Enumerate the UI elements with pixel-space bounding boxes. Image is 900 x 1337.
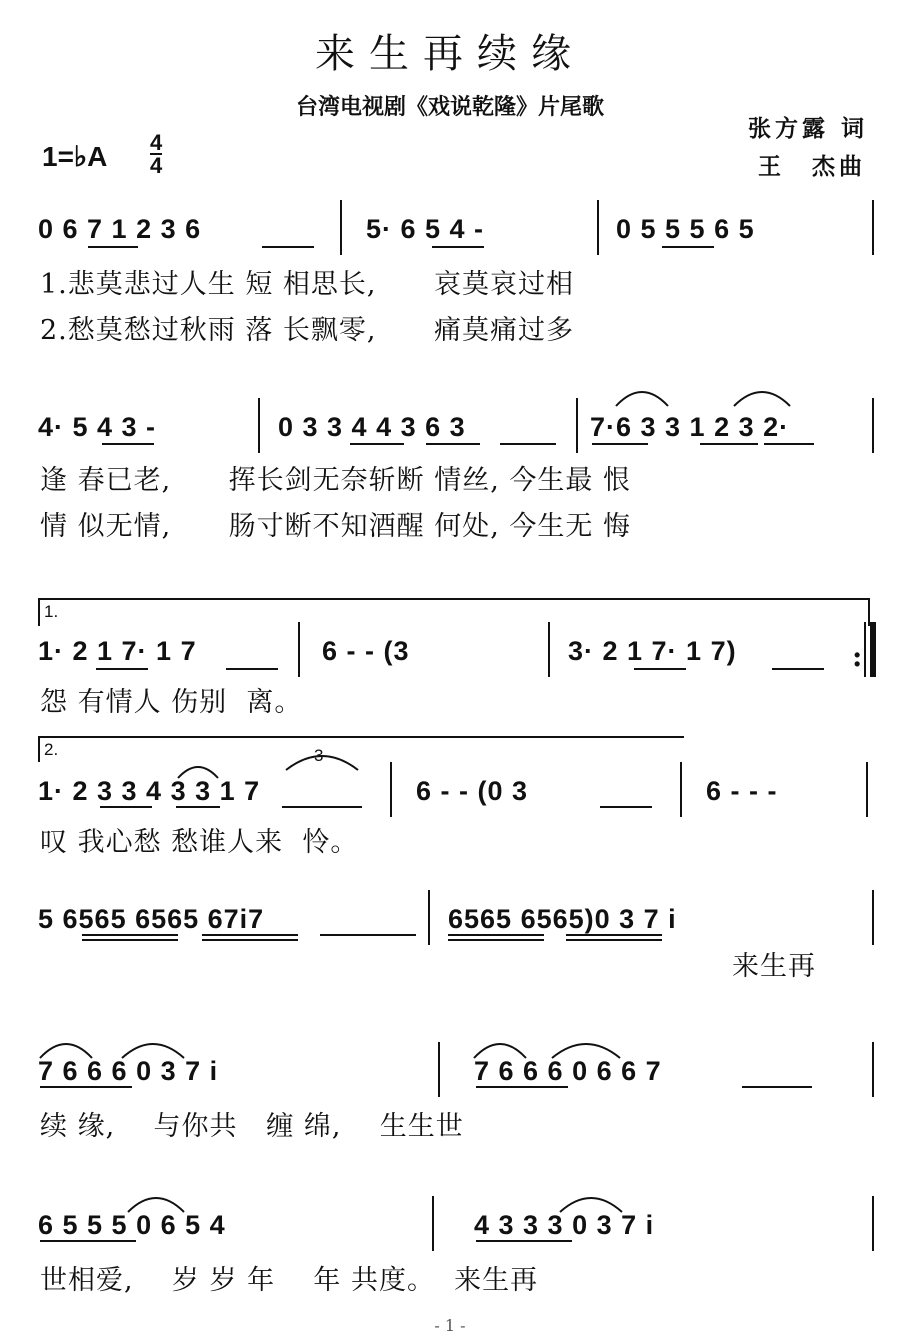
- barline: [864, 622, 866, 677]
- barline: [438, 1042, 440, 1097]
- underline-beam: [320, 934, 416, 936]
- s1-measure-3: 0 5 5 5 6 5: [616, 214, 755, 244]
- time-signature: [150, 132, 162, 176]
- s4-lyrics: 叹 我心愁 愁谁人来 怜。: [40, 827, 359, 858]
- barline: [872, 1196, 874, 1251]
- underline-beam: [100, 806, 152, 808]
- barline: [872, 890, 874, 945]
- key-signature: 1=♭A: [42, 141, 108, 172]
- underline-beam: [226, 668, 278, 670]
- s3-measure-1: 1· 2 1 7· 1 7: [38, 636, 197, 666]
- tie-arc: [730, 384, 794, 408]
- song-title: 来生再续缘: [315, 31, 585, 77]
- underline-beam: [448, 939, 544, 941]
- barline: [866, 762, 868, 817]
- underline-beam: [96, 668, 148, 670]
- barline: [872, 200, 874, 255]
- page-number: - 1 -: [434, 1316, 466, 1335]
- repeat-dots: :: [852, 640, 863, 673]
- underline-beam: [82, 934, 178, 936]
- barline: [680, 762, 682, 817]
- s7-lyrics: 世相爱, 岁 岁 年 年 共度。 来生再: [40, 1265, 539, 1296]
- s2-lyrics-verse-1: 逢 春已老, 挥长剑无奈斩断 情丝, 今生最 恨: [40, 465, 631, 496]
- s2-measure-2: 0 3 3 4 4 3 6 3: [278, 412, 466, 442]
- barline: [428, 890, 430, 945]
- underline-beam: [176, 806, 220, 808]
- s5-measure-2: 6565 6565)0 3 7 i: [448, 904, 677, 934]
- barline: [390, 762, 392, 817]
- barline: [597, 200, 599, 255]
- underline-beam: [566, 939, 662, 941]
- underline-beam: [448, 934, 544, 936]
- tie-arc: [612, 384, 672, 408]
- volta-label-2: 2.: [44, 740, 59, 759]
- underline-beam: [742, 1086, 812, 1088]
- barline: [432, 1196, 434, 1251]
- underline-beam: [262, 246, 314, 248]
- barline: [258, 398, 260, 453]
- meter-bottom: 4: [150, 153, 163, 178]
- underline-beam: [202, 934, 298, 936]
- underline-beam: [40, 1240, 136, 1242]
- underline-beam: [426, 443, 480, 445]
- underline-beam: [764, 443, 814, 445]
- s6-measure-2: 7 6 6 6 0 6 6 7: [474, 1056, 662, 1086]
- underline-beam: [202, 939, 298, 941]
- s4-measure-1: 1· 2 3 3 4 3 3 1 7: [38, 776, 261, 806]
- s1-lyrics-verse-1: 1.悲莫悲过人生 短 相思长, 哀莫哀过相: [40, 269, 575, 300]
- triplet-mark: 3: [314, 746, 324, 765]
- underline-beam: [432, 246, 484, 248]
- underline-beam: [566, 934, 662, 936]
- s2-lyrics-verse-2: 情 似无情, 肠寸断不知酒醒 何处, 今生无 悔: [40, 511, 631, 542]
- s2-measure-1: 4· 5 4 3 -: [38, 412, 157, 442]
- s5-lyrics: 来生再: [732, 951, 816, 982]
- meter-top: 4: [150, 130, 163, 155]
- volta-label-1: 1.: [44, 602, 59, 621]
- underline-beam: [476, 1086, 568, 1088]
- barline: [548, 622, 550, 677]
- s4-measure-2: 6 - - (0 3: [416, 776, 529, 806]
- s7-measure-2: 4 3 3 3 0 3 7 i: [474, 1210, 655, 1240]
- s3-lyrics: 怨 有情人 伤别 离。: [40, 687, 303, 718]
- s6-lyrics: 续 缘, 与你共 缠 绵, 生生世: [40, 1111, 464, 1142]
- barline: [872, 1042, 874, 1097]
- s1-lyrics-verse-2: 2.愁莫愁过秋雨 落 长飘零, 痛莫痛过多: [40, 315, 575, 346]
- underline-beam: [40, 1086, 132, 1088]
- barline: [576, 398, 578, 453]
- s4-measure-3: 6 - - -: [706, 776, 778, 806]
- underline-beam: [82, 939, 178, 941]
- s6-measure-1: 7 6 6 6 0 3 7 i: [38, 1056, 219, 1086]
- underline-beam: [592, 443, 648, 445]
- underline-beam: [500, 443, 556, 445]
- composer-credit: 王 杰曲: [758, 153, 866, 180]
- final-barline: [870, 622, 876, 677]
- s7-measure-1: 6 5 5 5 0 6 5 4: [38, 1210, 226, 1240]
- underline-beam: [772, 668, 824, 670]
- underline-beam: [102, 443, 154, 445]
- underline-beam: [600, 806, 652, 808]
- s1-measure-2: 5· 6 5 4 -: [366, 214, 485, 244]
- underline-beam: [282, 806, 362, 808]
- s1-measure-1: 0 6 7 1 2 3 6: [38, 214, 202, 244]
- s3-measure-2: 6 - - (3: [322, 636, 410, 666]
- underline-beam: [662, 246, 714, 248]
- volta-bracket-1: [38, 598, 870, 626]
- lyricist-credit: 张方露 词: [748, 115, 869, 142]
- underline-beam: [476, 1240, 572, 1242]
- triplet-arc: [282, 748, 362, 772]
- s5-measure-1: 5 6565 6565 67i7: [38, 904, 265, 934]
- underline-beam: [88, 246, 138, 248]
- barline: [298, 622, 300, 677]
- s2-measure-3: 7·6 3 3 1 2 3 2·: [590, 412, 790, 442]
- underline-beam: [634, 668, 686, 670]
- barline: [872, 398, 874, 453]
- barline: [340, 200, 342, 255]
- underline-beam: [350, 443, 404, 445]
- underline-beam: [700, 443, 758, 445]
- song-subtitle: 台湾电视剧《戏说乾隆》片尾歌: [295, 94, 604, 120]
- s3-measure-3: 3· 2 1 7· 1 7): [568, 636, 737, 666]
